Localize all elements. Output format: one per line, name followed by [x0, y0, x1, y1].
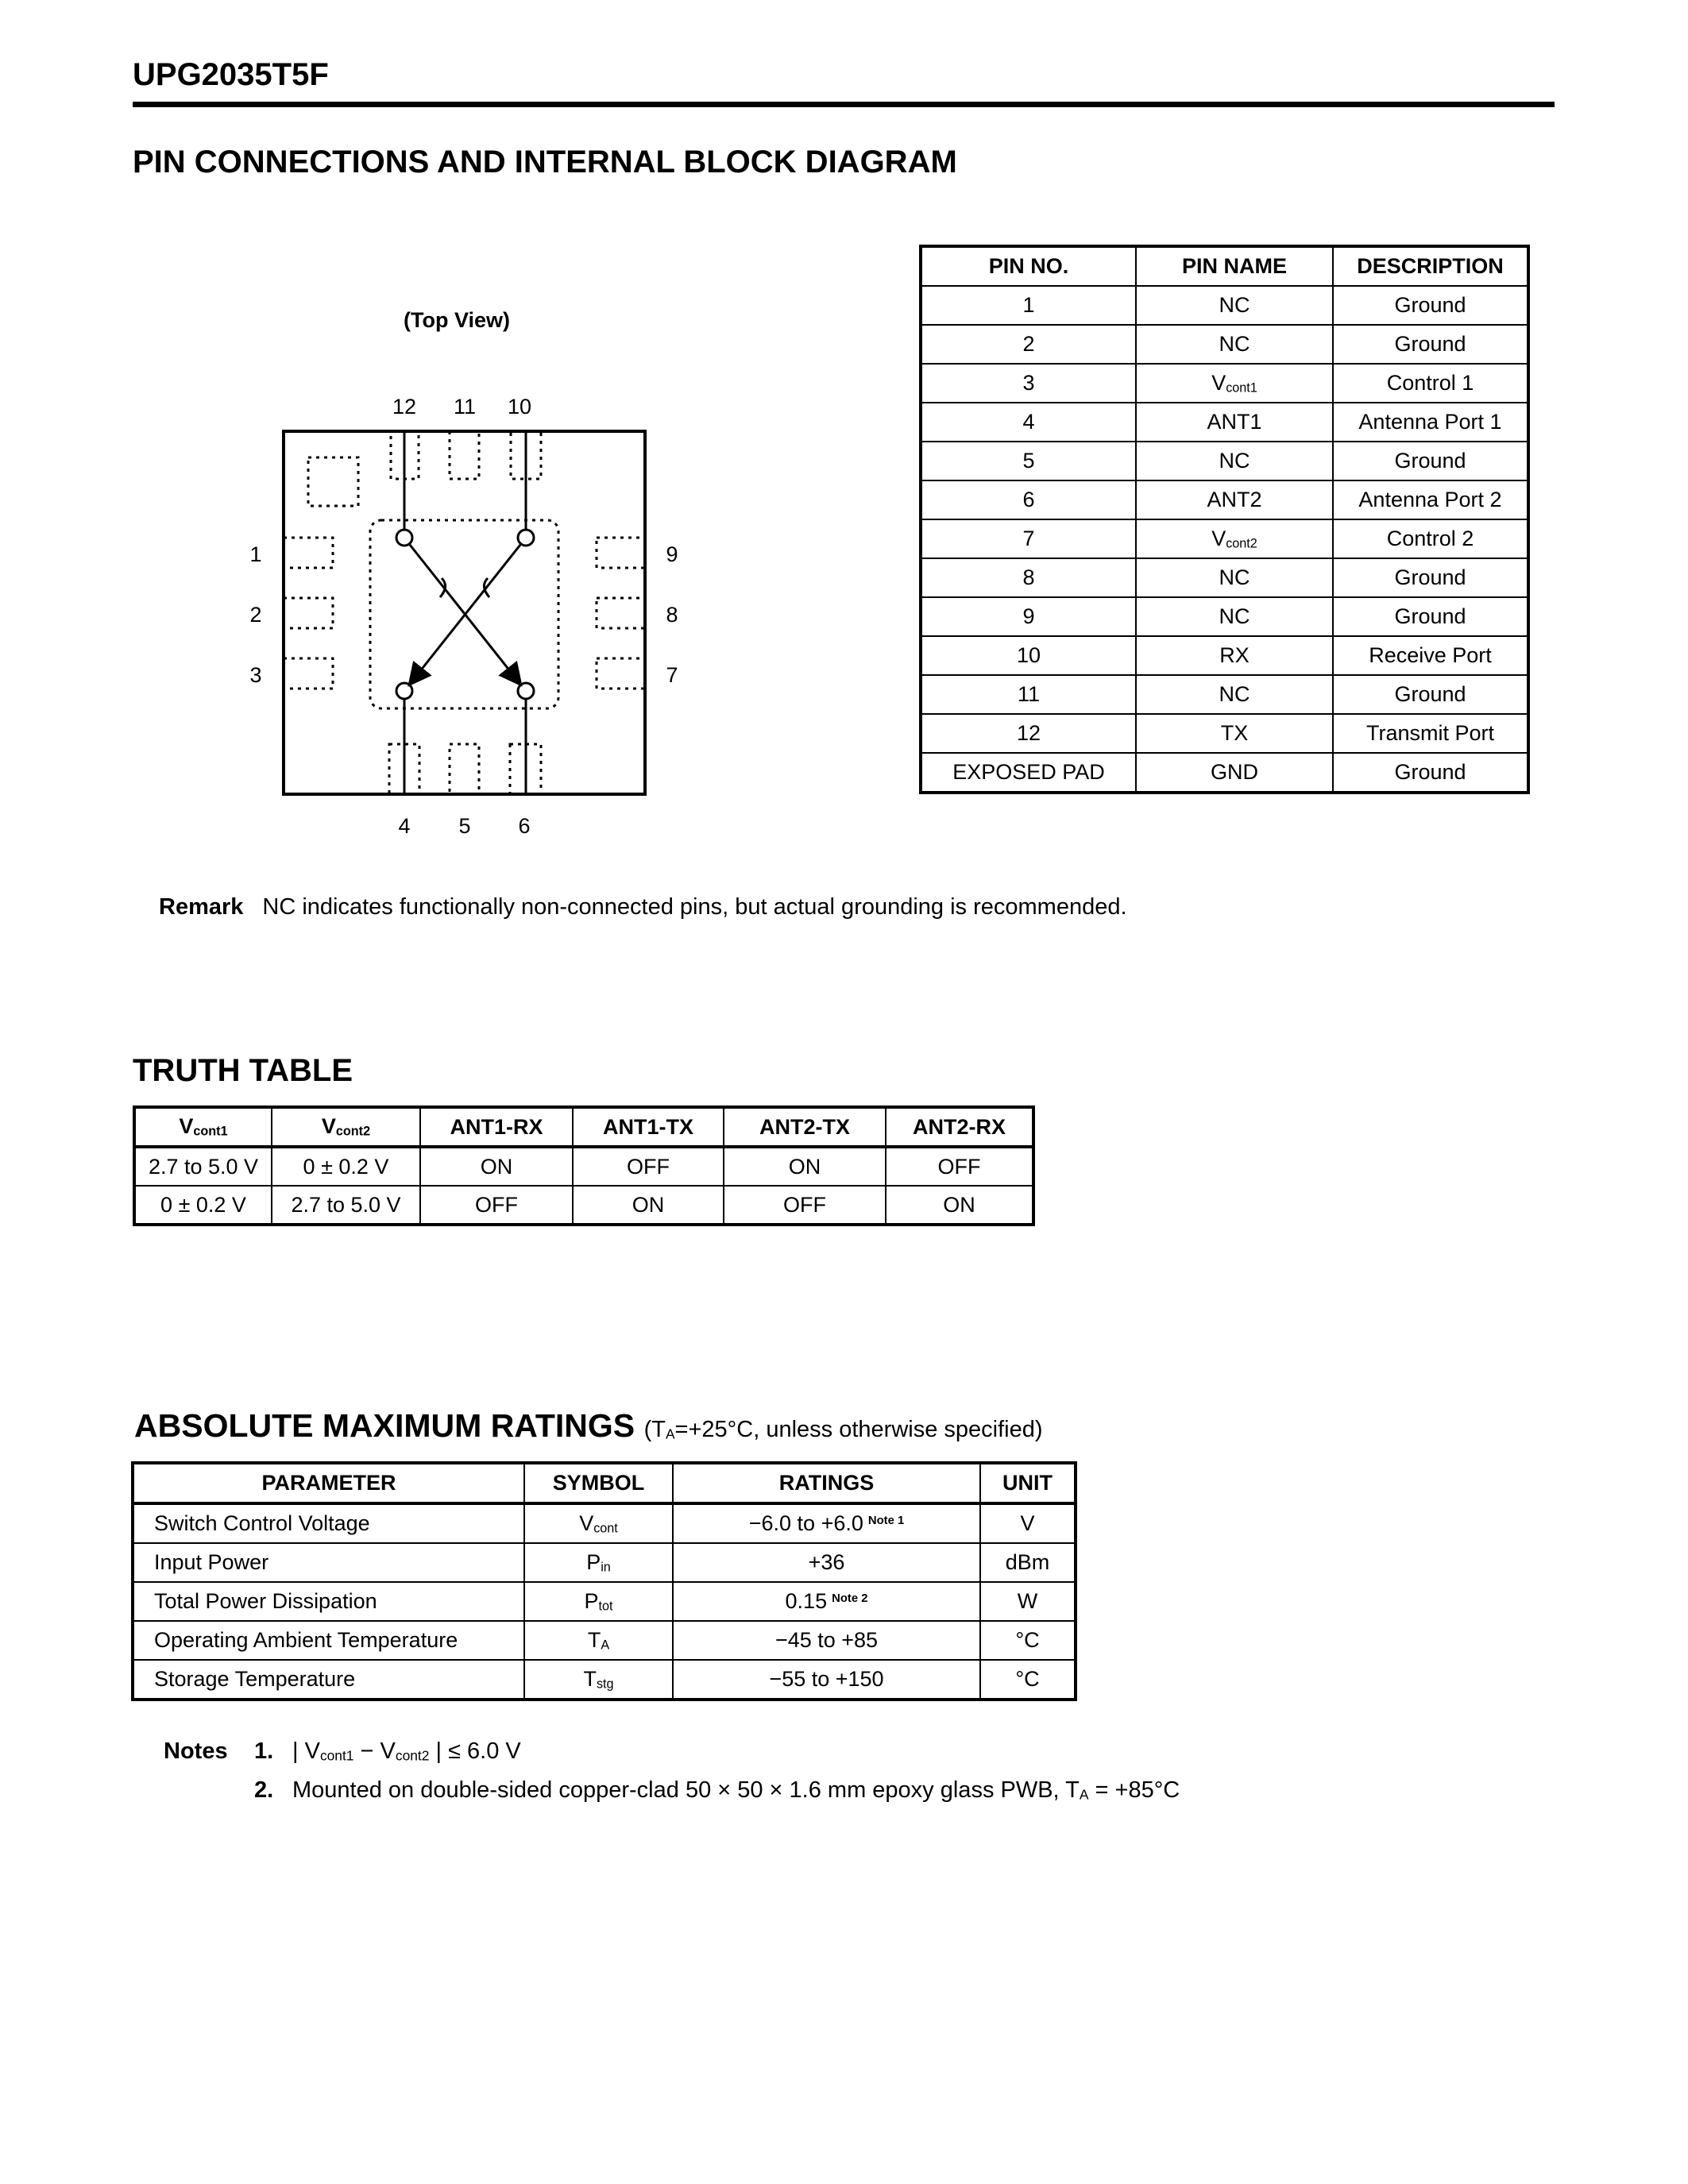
pin-label-6: 6 — [518, 814, 531, 838]
pad-5 — [450, 744, 479, 794]
table-row: 6 ANT2 Antenna Port 2 — [921, 480, 1528, 519]
corner-pad — [308, 457, 358, 506]
truth-table-header — [134, 1107, 1033, 1147]
truth-table — [133, 1106, 1035, 1226]
node-tx — [396, 530, 412, 546]
amr-condition: (TA=+25°C, unless otherwise specified) — [643, 1417, 1043, 1442]
note-2-number: 2. — [254, 1777, 274, 1803]
table-row: 9 NC Ground — [921, 597, 1528, 636]
pad-1 — [284, 538, 333, 568]
description-header: DESCRIPTION — [1333, 246, 1528, 286]
table-row: 2 NC Ground — [921, 325, 1528, 364]
pin-label-10: 10 — [507, 395, 532, 419]
pin-label-11: 11 — [453, 395, 477, 419]
amr-table-header — [133, 1463, 1076, 1503]
top-view-label: (Top View) — [404, 308, 510, 332]
pin-label-8: 8 — [666, 603, 678, 627]
pad-11 — [450, 431, 479, 479]
notes-label: Notes — [164, 1738, 228, 1764]
table-row: 3 Vcont1 Control 1 — [921, 364, 1528, 403]
table-row: Storage Temperature Tstg −55 to +150 °C — [133, 1660, 1076, 1700]
table-row: 7 Vcont2 Control 2 — [921, 519, 1528, 558]
ant1-tx-header: ANT1-TX — [573, 1107, 724, 1147]
header-rule — [133, 102, 1555, 107]
absolute-maximum-ratings-table — [131, 1461, 1077, 1701]
node-ant1 — [396, 683, 412, 699]
remark-text: NC indicates functionally non-connected pins, but actual grounding is recommended. — [262, 894, 1127, 920]
pad-8 — [597, 598, 645, 628]
pad-2 — [284, 598, 333, 628]
symbol-header: SYMBOL — [524, 1463, 673, 1503]
ratings-header: RATINGS — [673, 1463, 980, 1503]
pin-label-3: 3 — [249, 663, 262, 687]
note-1-number: 1. — [254, 1738, 274, 1764]
pin-table-header — [921, 246, 1528, 286]
pin-label-4: 4 — [398, 814, 411, 838]
table-row: 8 NC Ground — [921, 558, 1528, 597]
pad-3 — [284, 658, 333, 689]
node-ant2 — [518, 683, 534, 699]
table-row: 10 RX Receive Port — [921, 636, 1528, 675]
ant2-rx-header: ANT2-RX — [886, 1107, 1033, 1147]
remark — [159, 894, 1127, 920]
document-title: UPG2035T5F — [133, 57, 329, 92]
node-rx — [518, 530, 534, 546]
table-row: 4 ANT1 Antenna Port 1 — [921, 403, 1528, 442]
vcont1-header: Vcont1 — [134, 1107, 272, 1147]
table-row: 11 NC Ground — [921, 675, 1528, 714]
note-1: | Vcont1 − Vcont2 | ≤ 6.0 V — [292, 1738, 521, 1764]
pin-label-12: 12 — [392, 395, 417, 419]
truth-table-heading: TRUTH TABLE — [133, 1053, 353, 1088]
pin-label-7: 7 — [666, 663, 678, 687]
pad-7 — [597, 658, 645, 689]
table-row: 1 NC Ground — [921, 286, 1528, 325]
pin-label-9: 9 — [666, 542, 678, 566]
absolute-maximum-ratings-heading — [134, 1407, 1043, 1445]
pin-no-header: PIN NO. — [921, 246, 1136, 286]
ant2-tx-header: ANT2-TX — [724, 1107, 886, 1147]
pad-9 — [597, 538, 645, 568]
remark-label: Remark — [159, 894, 244, 920]
vcont2-header: Vcont2 — [272, 1107, 420, 1147]
parameter-header: PARAMETER — [133, 1463, 524, 1503]
pin-label-5: 5 — [458, 814, 471, 838]
table-row: EXPOSED PAD GND Ground — [921, 753, 1528, 793]
table-row: Switch Control Voltage Vcont −6.0 to +6.0 $^{Note 1}$ V — [133, 1503, 1076, 1543]
ant1-rx-header: ANT1-RX — [420, 1107, 573, 1147]
pin-label-1: 1 — [249, 542, 262, 566]
pin-label-2: 2 — [249, 603, 262, 627]
table-row: Total Power Dissipation Ptot 0.15 $^{Note 2}$ W — [133, 1582, 1076, 1621]
note-2: Mounted on double-sided copper-clad 50 × 50 × 1.6 mm epoxy glass PWB, TA = +85°C — [292, 1777, 1180, 1803]
pin-connections-heading: PIN CONNECTIONS AND INTERNAL BLOCK DIAGRAM — [133, 145, 957, 179]
table-row: 2.7 to 5.0 V 0 ± 0.2 V ON OFF ON OFF — [134, 1147, 1033, 1186]
table-row: 5 NC Ground — [921, 442, 1528, 480]
table-row: 12 TX Transmit Port — [921, 714, 1528, 753]
pin-name-header: PIN NAME — [1136, 246, 1333, 286]
table-row: Input Power Pin +36 dBm — [133, 1543, 1076, 1582]
table-row: Operating Ambient Temperature TA −45 to +85 °C — [133, 1621, 1076, 1660]
amr-heading-text: ABSOLUTE MAXIMUM RATINGS — [134, 1407, 635, 1444]
table-row: 0 ± 0.2 V 2.7 to 5.0 V OFF ON OFF ON — [134, 1186, 1033, 1225]
block-diagram — [230, 381, 707, 842]
pin-table — [919, 245, 1530, 794]
unit-header: UNIT — [980, 1463, 1076, 1503]
